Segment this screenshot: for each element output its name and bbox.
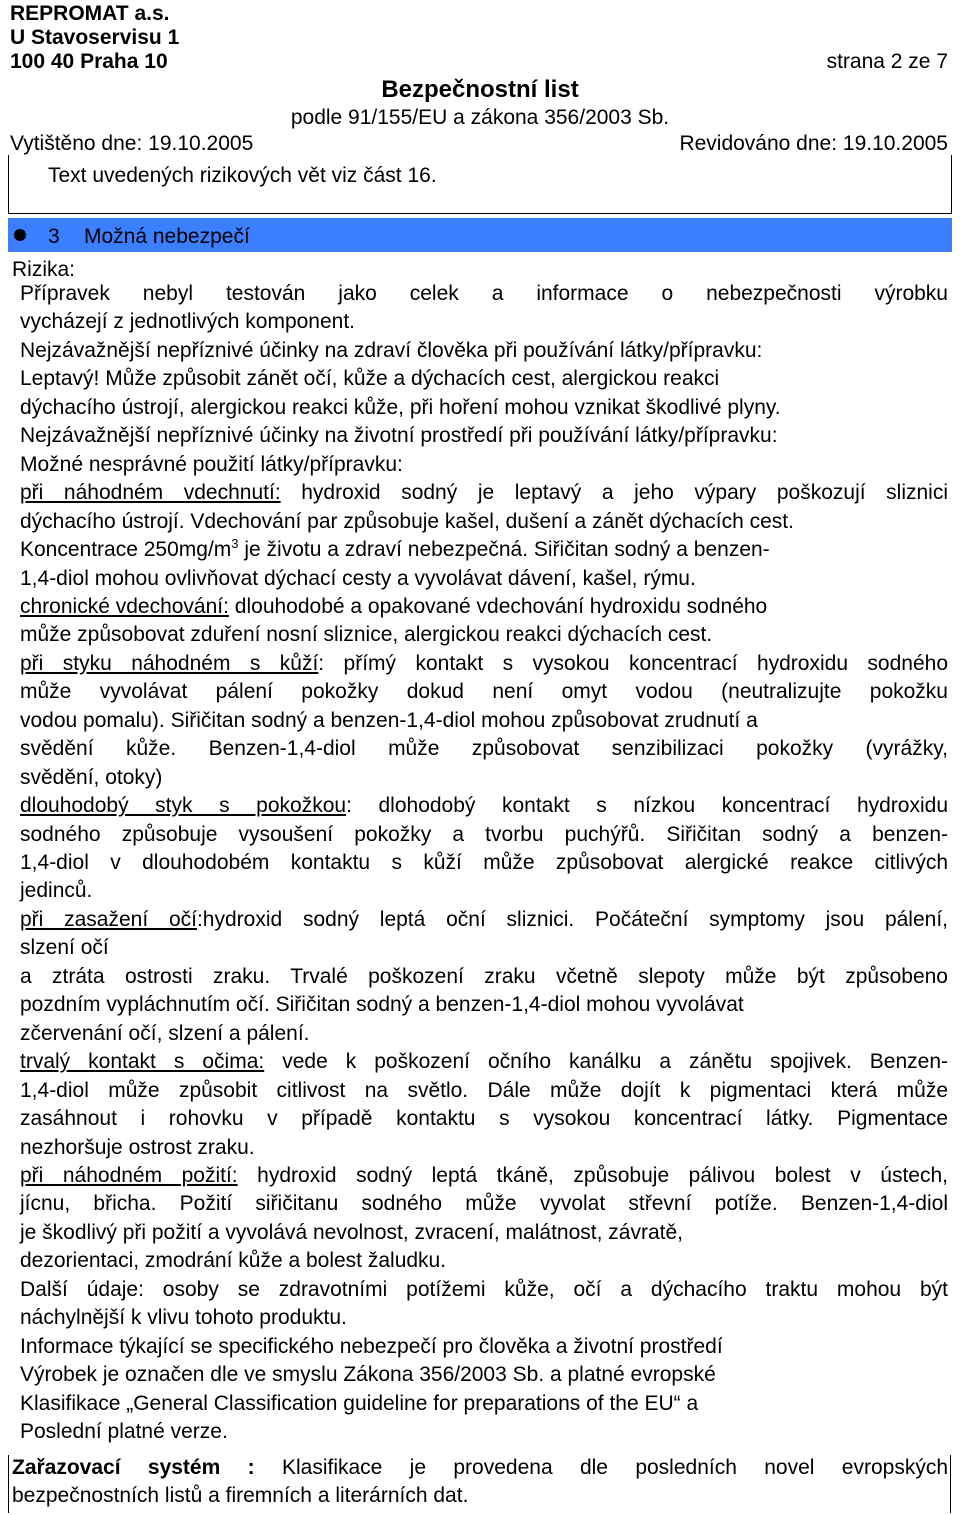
line-text: dýchacího ústrojí. Vdechování par způsobuje kašel, dušení a zánět dýchacích cest. (20, 509, 794, 533)
risks-subheading: Rizika: (12, 258, 76, 281)
body-line (20, 282, 948, 306)
classification-system-continuation: bezpečnostních listů a firemních a literárních dat. (12, 1484, 469, 1507)
body-line (20, 623, 712, 647)
page-number: strana 2 ze 7 (826, 50, 948, 73)
line-text: Informace týkající se specifického nebezpečí pro člověka a životní prostředí (20, 1334, 723, 1358)
revised-date: Revidováno dne: 19.10.2005 (679, 132, 948, 155)
line-text: nezhoršuje ostrost zraku. (20, 1135, 255, 1159)
line-text: : přímý kontakt s vysokou koncentrací hydroxidu sodného (318, 651, 949, 675)
line-text: 1,4-diol v dlouhodobém kontaktu s kůží může způsobovat alergické reakce citlivých (20, 851, 948, 874)
body-line (20, 652, 948, 676)
line-text: Přípravek nebyl testován jako celek a informace o nebezpečnosti výrobku (20, 282, 948, 305)
line-text: vede k poškození očního kanálku a zánětu spojivek. Benzen- (264, 1050, 948, 1074)
body-line (20, 595, 767, 619)
body-line (20, 567, 696, 591)
line-text: může způsobovat zduření nosní sliznice, alergickou reakci dýchacích cest. (20, 623, 713, 647)
body-line (20, 1249, 446, 1273)
line-text: dlouhodobé a opakované vdechování hydroxidu sodného (228, 594, 768, 618)
line-text: Další údaje: osoby se zdravotními potížemi kůže, očí a dýchacího traktu mohou být (20, 1277, 948, 1301)
line-text: svědění kůže. Benzen-1,4-diol může způsobovat senzibilizaci pokožky (vyrážky, (20, 737, 948, 761)
line-text: může vyvolávat pálení pokožky dokud není omyt vodou (neutralizujte pokožku (20, 680, 948, 704)
carryover-text: Text uvedených rizikových vět viz část 16. (48, 164, 437, 187)
body-line (20, 766, 162, 790)
company-name: REPROMAT a.s. (10, 2, 170, 25)
section-number: 3 (48, 225, 60, 248)
line-text: hydroxid sodný je leptavý a jeho výpary poškozují sliznici (280, 481, 948, 505)
line-text: je životu a zdraví nebezpečná. Siřičitan sodný a benzen- (238, 538, 770, 562)
company-street: U Stavoservisu 1 (10, 26, 180, 49)
body-line (20, 1306, 347, 1330)
line-text: 1,4-diol mohou ovlivňovat dýchací cesty a vyvolávat dávení, kašel, rýmu. (20, 566, 696, 590)
superscript: 3 (231, 536, 239, 552)
underlined-term: při náhodném vdechnutí: (20, 481, 281, 505)
classification-system-line (12, 1456, 948, 1480)
line-text: 1,4-diol může způsobit citlivost na světlo. Dále může dojít k pigmentaci která může (20, 1078, 948, 1102)
line-text: vycházejí z jednotlivých komponent. (20, 310, 356, 334)
body-line (20, 823, 948, 847)
body-line (20, 1221, 683, 1245)
line-text: Poslední platné verze. (20, 1420, 228, 1443)
underlined-term: při náhodném požití: (20, 1163, 238, 1187)
body-line (20, 538, 770, 562)
line-text: a ztráta ostrosti zraku. Trvalé poškození zraku včetně slepoty může být způsobeno (20, 964, 948, 988)
line-text: Klasifikace „General Classification guideline for preparations of the EU“ a (20, 1391, 699, 1415)
line-text: :hydroxid sodný leptá oční sliznici. Počáteční symptomy jsou pálení, (196, 907, 948, 931)
underlined-term: při styku náhodném s kůží (20, 651, 319, 675)
body-line (20, 879, 92, 903)
line-text: Nejzávažnější nepříznivé účinky na životní prostředí při používání látky/přípravku: (20, 424, 778, 448)
underlined-term: při zasažení očí (20, 907, 197, 931)
footer-frame-right (950, 1455, 952, 1513)
body-line (20, 310, 355, 334)
classification-system-text: Klasifikace je provedena dle posledních novel evropských (254, 1456, 948, 1479)
line-text: Možné nesprávné použití látky/přípravku: (20, 452, 403, 476)
body-line (20, 1136, 255, 1160)
body-line (20, 367, 719, 391)
footer-frame-left (8, 1455, 10, 1513)
body-line (20, 510, 794, 534)
body-line (20, 851, 948, 875)
body-line (20, 1079, 948, 1103)
regulation-reference: podle 91/155/EU a zákona 356/2003 Sb. (290, 106, 670, 129)
line-text: pozdním vypláchnutím očí. Siřičitan sodný a benzen-1,4-diol mohou vyvolávat (20, 993, 744, 1017)
body-line (20, 908, 948, 932)
body-line (20, 737, 948, 761)
line-text: hydroxid sodný leptá tkáně, způsobuje pálivou bolest v ústech, (237, 1163, 948, 1187)
underlined-term: dlouhodobý styk s pokožkou (20, 794, 347, 818)
underlined-term: trvalý kontakt s očima: (20, 1050, 265, 1074)
document-title: Bezpečnostní list (381, 76, 579, 103)
body-line (20, 1392, 698, 1416)
line-text: jícnu, břicha. Požití siřičitanu sodného může vyvolat střevní potíže. Benzen-1,4-diol (20, 1192, 948, 1216)
line-text: náchylnější k vlivu tohoto produktu. (20, 1306, 347, 1330)
body-line (20, 339, 762, 363)
line-text: svědění, otoky) (20, 765, 163, 789)
line-text: : dlohodobý kontakt s nízkou koncentrací hydroxidu (346, 794, 948, 818)
body-line (20, 1050, 948, 1074)
line-text: jedinců. (20, 879, 93, 903)
body-line (20, 1335, 723, 1359)
body-line (20, 1192, 948, 1216)
body-line (20, 709, 758, 733)
body-line (20, 1278, 948, 1302)
body-line (20, 794, 948, 818)
body-line (20, 453, 403, 477)
line-text: je škodlivý při požití a vyvolává nevolnost, zvracení, malátnost, závratě, (20, 1220, 683, 1244)
line-text: slzení očí (20, 936, 109, 960)
body-line (20, 965, 948, 989)
line-text: Koncentrace 250mg/m (20, 538, 232, 562)
body-line (20, 1363, 716, 1387)
printed-date: Vytištěno dne: 19.10.2005 (10, 132, 254, 155)
body-line (20, 993, 744, 1017)
line-text: zčervenání očí, slzení a pálení. (20, 1021, 310, 1045)
body-line (20, 680, 948, 704)
line-text: Nejzávažnější nepříznivé účinky na zdraví člověka při používání látky/přípravku: (20, 338, 763, 362)
line-text: dýchacího ústrojí, alergickou reakci kůže, při hoření mohou vznikat škodlivé plyny. (20, 395, 781, 419)
line-text: dezorientaci, zmodrání kůže a bolest žaludku. (20, 1249, 447, 1273)
body-line (20, 1022, 310, 1046)
line-text: zasáhnout i rohovku v případě kontaktu s vysokou koncentrací látky. Pigmentace (20, 1107, 948, 1131)
section-title: Možná nebezpečí (84, 225, 250, 248)
company-city: 100 40 Praha 10 (10, 50, 168, 73)
classification-system-label: Zařazovací systém : (12, 1456, 255, 1479)
line-text: Leptavý! Může způsobit zánět očí, kůže a dýchacích cest, alergickou reakci (20, 367, 720, 391)
body-line (20, 396, 781, 420)
body-line (20, 481, 948, 505)
body-line (20, 1164, 948, 1188)
body-line (20, 936, 109, 960)
bullet-icon (14, 229, 26, 241)
body-line (20, 424, 778, 448)
underlined-term: chronické vdechování: (20, 594, 229, 618)
line-text: sodného způsobuje vysoušení pokožky a tvorbu puchýřů. Siřičitan sodný a benzen- (20, 822, 948, 846)
body-line (20, 1107, 948, 1131)
line-text: Výrobek je označen dle ve smyslu Zákona 356/2003 Sb. a platné evropské (20, 1363, 716, 1387)
line-text: vodou pomalu). Siřičitan sodný a benzen-1,4-diol mohou způsobovat zrudnutí a (20, 708, 758, 732)
body-line (20, 1420, 228, 1444)
